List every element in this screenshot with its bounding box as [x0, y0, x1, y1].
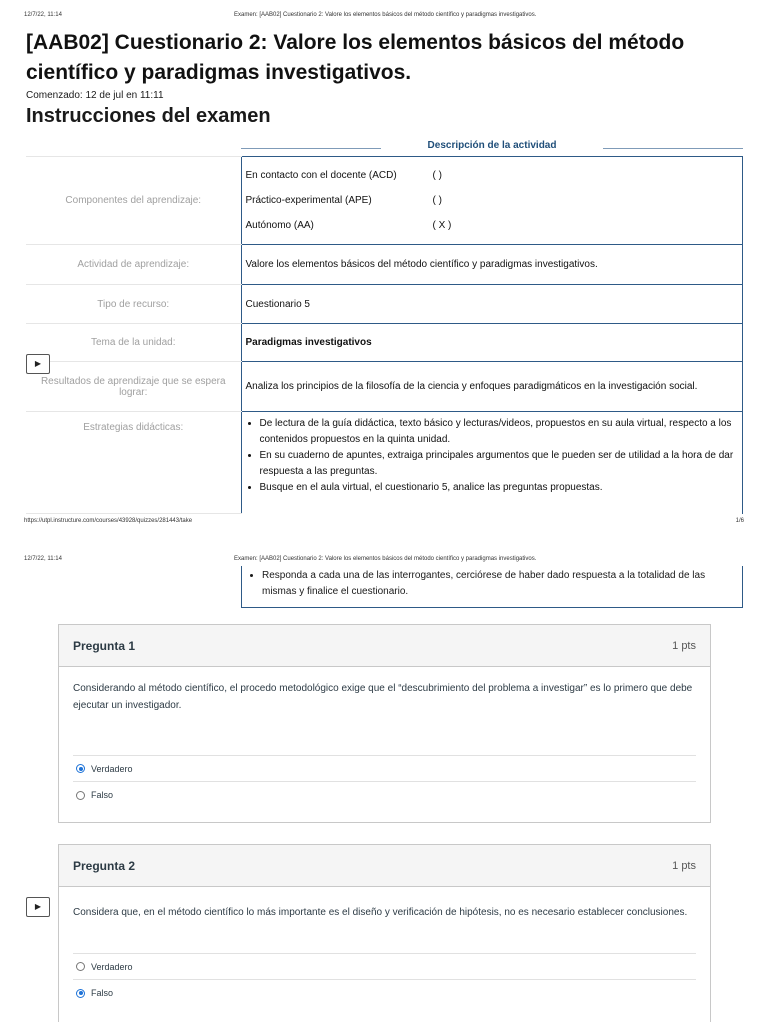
radio-selected-icon[interactable] [76, 989, 85, 998]
question-points: 1 pts [672, 859, 696, 872]
radio-icon[interactable] [76, 962, 85, 971]
strategies-cell [241, 412, 743, 514]
question-2 [58, 844, 711, 1022]
print-doc-title: Examen: [AAB02] Cuestionario 2: Valore los elementos básicos del método científico y paradigmas investigativos. [234, 556, 537, 562]
components-cell [241, 157, 743, 245]
play-button[interactable]: ▶ [26, 897, 50, 917]
option-label: Falso [91, 988, 114, 998]
answer-option-verdadero[interactable] [73, 756, 696, 782]
list-item: • Busque en el aula virtual, el cuestionario 5, analice las preguntas propuestas. [260, 480, 739, 496]
list-item: • En su cuaderno de apuntes, extraiga principales argumentos que le pueden ser de utilidad a la hora de dar respuesta a las preguntas. [260, 448, 739, 480]
strategies-list [246, 416, 739, 496]
list-item: • De lectura de la guía didáctica, texto básico y lecturas/videos, propuestos en su aula virtual, respecto a los contenidos propuestos en la quinta unidad. [260, 416, 739, 448]
exam-started: Comenzado: 12 de jul en 11:11 [26, 90, 164, 101]
component-aa: Autónomo (AA) ( X ) [245, 220, 452, 231]
instructions-title: Instrucciones del examen [26, 105, 271, 127]
row-value: Analiza los principios de la filosofía de la ciencia y enfoques paradigmáticos en la investigación social. [241, 362, 743, 412]
row-label: Tipo de recurso: [26, 285, 241, 324]
question-text: Considera que, en el método científico lo más importante es el diseño y verificación de hipótesis, no es necesario establecer conclusiones. [73, 907, 688, 918]
print-date: 12/7/22, 11:14 [24, 556, 62, 562]
question-header [59, 625, 710, 667]
row-label: Tema de la unidad: [26, 324, 241, 362]
row-strategies [26, 412, 743, 514]
play-button[interactable]: ▶ [26, 354, 50, 374]
answer-option-falso[interactable] [73, 980, 696, 1006]
exam-title: [AAB02] Cuestionario 2: Valore los elementos básicos del método científico y paradigmas investigativos. [26, 31, 685, 84]
option-label: Verdadero [91, 763, 133, 774]
row-label: Actividad de aprendizaje: [26, 245, 241, 285]
question-points: 1 pts [672, 639, 696, 652]
option-label: Verdadero [91, 961, 133, 972]
description-table [26, 156, 743, 514]
answer-option-falso[interactable] [73, 782, 696, 808]
print-date: 12/7/22, 11:14 [24, 12, 62, 18]
radio-selected-icon[interactable] [76, 764, 85, 773]
radio-icon[interactable] [76, 791, 85, 800]
answer-options [73, 953, 696, 1006]
question-1 [58, 624, 711, 823]
question-header [59, 845, 710, 887]
description-caption [241, 140, 743, 156]
strategies-continued [241, 566, 743, 608]
row-label: Resultados de aprendizaje que se espera lograr: [26, 362, 241, 412]
description-caption-text: Descripción de la actividad [422, 140, 563, 151]
row-value: Cuestionario 5 [241, 285, 743, 324]
row-activity [26, 245, 743, 285]
question-text: Considerando al método científico, el procedo metodológico exige que el “descubrimiento del problema a investigar” es lo primero que debe ejecutar un investigador. [73, 683, 693, 711]
row-unit-topic [26, 324, 743, 362]
option-label: Falso [91, 790, 114, 800]
answer-option-verdadero[interactable] [73, 954, 696, 980]
row-components [26, 157, 743, 245]
print-doc-title: Examen: [AAB02] Cuestionario 2: Valore los elementos básicos del método científico y paradigmas investigativos. [234, 12, 537, 18]
row-label: Componentes del aprendizaje: [26, 157, 241, 245]
list-item: • Responda a cada una de las interrogantes, cerciórese de haber dado respuesta a la totalidad de las mismas y finalice el cuestionario. [262, 568, 738, 600]
row-label: Estrategias didácticas: [26, 412, 241, 514]
question-title: Pregunta 2 [73, 858, 136, 873]
row-value: Paradigmas investigativos [241, 324, 743, 362]
print-url: https://utpl.instructure.com/courses/43928/quizzes/281443/take [24, 518, 193, 524]
question-title: Pregunta 1 [73, 638, 136, 653]
row-value: Valore los elementos básicos del método científico y paradigmas investigativos. [241, 245, 743, 285]
component-ape: Práctico-experimental (APE) ( ) [245, 195, 442, 206]
print-page-number: 1/6 [735, 518, 744, 524]
component-acd: En contacto con el docente (ACD) ( ) [245, 170, 442, 181]
row-learning-results [26, 362, 743, 412]
answer-options [73, 755, 696, 808]
row-resource-type [26, 285, 743, 324]
